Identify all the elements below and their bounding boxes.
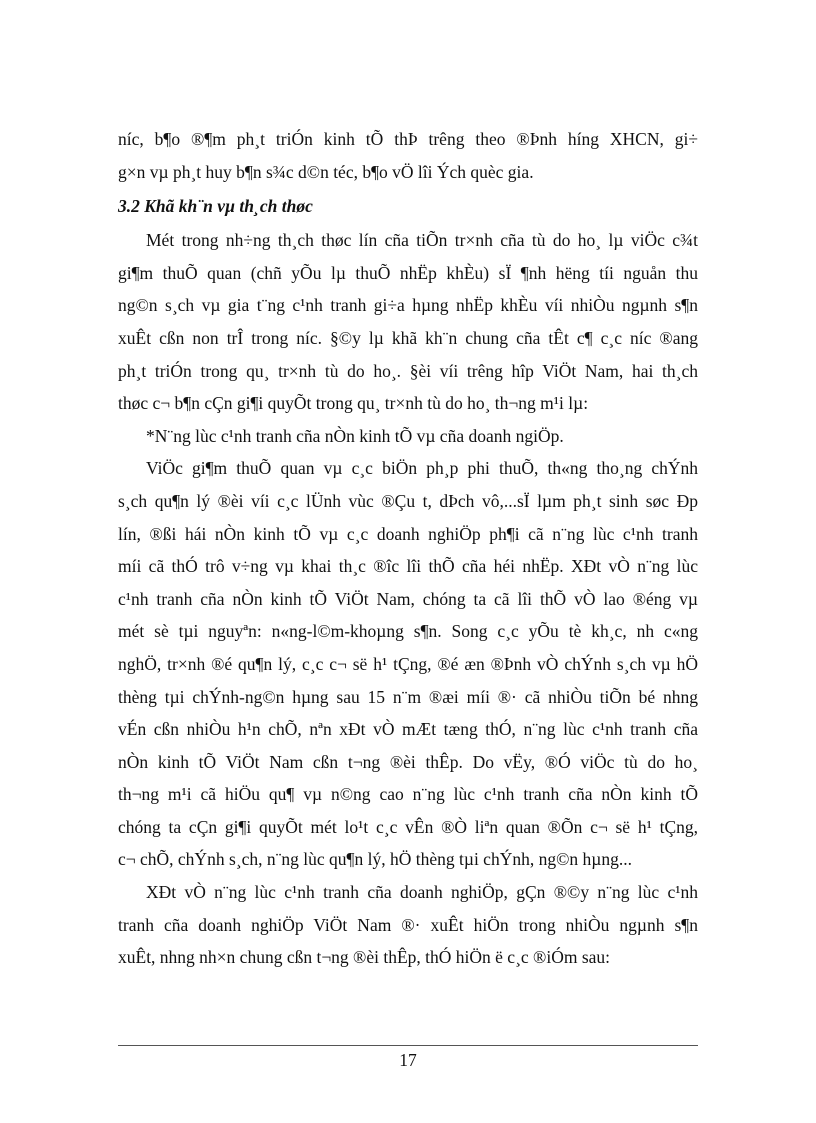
paragraph-enterprise-competitiveness <box>118 876 698 974</box>
text-line: Mét trong nh÷ng th¸ch thøc lín cña tiÕn tr×nh cña tù do ho¸ lµ viÖc c¾t <box>146 230 698 251</box>
text-line: s¸ch qu¶n lý ®èi víi c¸c lÜnh vùc ®Çu t, dÞch vô,...sÏ lµm ph¸t sinh søc Ðp <box>118 490 698 511</box>
text-line: míi cã thÓ trô v÷ng vµ khai th¸c ®îc lîi thÕ cña héi nhËp. XÐt vÒ n¨ng lùc <box>118 556 698 577</box>
text-line: XÐt vÒ n¨ng lùc c¹nh tranh cña doanh nghiÖp, gÇn ®©y n¨ng lùc c¹nh <box>146 882 698 903</box>
body-text <box>118 123 698 974</box>
text-line: *N¨ng lùc c¹nh tranh cña nÒn kinh tÕ vµ cña doanh ngiÖp. <box>146 425 564 446</box>
text-line: c¹nh tranh cña nÒn kinh tÕ ViÖt Nam, chóng ta cã lîi thÕ vÒ lao ®éng vµ <box>118 588 698 609</box>
text-line: níc, b¶o ®¶m ph¸t triÓn kinh tÕ thÞ trêng theo ®Þnh híng XHCN, gi÷ <box>118 129 698 149</box>
text-line: g×n vµ ph¸t huy b¶n s¾c d©n téc, b¶o vÖ lîi Ých quèc gia. <box>118 161 534 182</box>
text-line: ViÖc gi¶m thuÕ quan vµ c¸c biÖn ph¸p phi thuÕ, th«ng tho¸ng chÝnh <box>146 458 698 479</box>
text-line: xuÊt cßn non trÎ trong níc. §©y lµ khã kh¨n chung cña tÊt c¶ c¸c níc ®ang <box>118 327 698 348</box>
text-line: thèng tµi chÝnh-ng©n hµng sau 15 n¨m ®æi míi ®· cã nhiÒu tiÕn bé nhng <box>118 686 698 707</box>
paragraph-intro-continuation <box>118 123 698 188</box>
text-line: tranh cña doanh nghiÖp ViÖt Nam ®· xuÊt hiÖn trong nhiÒu ngµnh s¶n <box>118 914 698 935</box>
text-line: mét sè tµi nguyªn: n«ng-l©m-khoµng s¶n. Song c¸c yÕu tè kh¸c, nh c«ng <box>118 621 698 642</box>
text-line: chóng ta cÇn gi¶i quyÕt mét lo¹t c¸c vÊn ®Ò liªn quan ®Õn c¬ së h¹ tÇng, <box>118 816 698 837</box>
text-line: ng©n s¸ch vµ gia t¨ng c¹nh tranh gi÷a hµng nhËp khÈu víi nhiÒu ngµnh s¶n <box>118 295 698 316</box>
page-number: 17 <box>399 1050 417 1070</box>
text-line: nghÖ, tr×nh ®é qu¶n lý, c¸c c¬ së h¹ tÇng, ®é æn ®Þnh vÒ chÝnh s¸ch vµ hÖ <box>118 653 698 674</box>
text-line: c¬ chÕ, chÝnh s¸ch, n¨ng lùc qu¶n lý, hÖ thèng tµi chÝnh, ng©n hµng... <box>118 849 632 870</box>
text-line: lín, ®ßi hái nÒn kinh tÕ vµ c¸c doanh nghiÖp ph¶i cã n¨ng lùc c¹nh tranh <box>118 523 698 544</box>
text-line: vÉn cßn nhiÒu h¹n chÕ, nªn xÐt vÒ mÆt tæng thÓ, n¨ng lùc c¹nh tranh cña <box>118 719 698 740</box>
paragraph-competitiveness <box>118 452 698 876</box>
paragraph-competitiveness-heading <box>118 420 698 453</box>
text-line: xuÊt, nhng nh×n chung cßn t¬ng ®èi thÊp, thÓ hiÖn ë c¸c ®iÓm sau: <box>118 947 611 968</box>
text-line: nÒn kinh tÕ ViÖt Nam cßn t¬ng ®èi thÊp. Do vËy, ®Ó viÖc tù do ho¸ <box>118 751 698 772</box>
text-line: ph¸t triÓn trong qu¸ tr×nh tù do ho¸. §èi víi trêng hîp ViÖt Nam, hai th¸ch <box>118 360 698 381</box>
paragraph-challenges <box>118 224 698 420</box>
text-line: thøc c¬ b¶n cÇn gi¶i quyÕt trong qu¸ tr×nh tù do ho¸ th¬ng m¹i lµ: <box>118 393 589 414</box>
text-line: gi¶m thuÕ quan (chñ yÕu lµ thuÕ nhËp khÈu) sÏ ¶nh hëng tíi nguån thu <box>118 262 698 283</box>
section-heading: 3.2 Khã kh¨n vµ th¸ch thøc <box>118 196 313 217</box>
text-line: th¬ng m¹i cã hiÖu qu¶ vµ n©ng cao n¨ng lùc c¹nh tranh cña nÒn kinh tÕ <box>118 784 698 805</box>
footer-divider <box>118 1045 698 1046</box>
